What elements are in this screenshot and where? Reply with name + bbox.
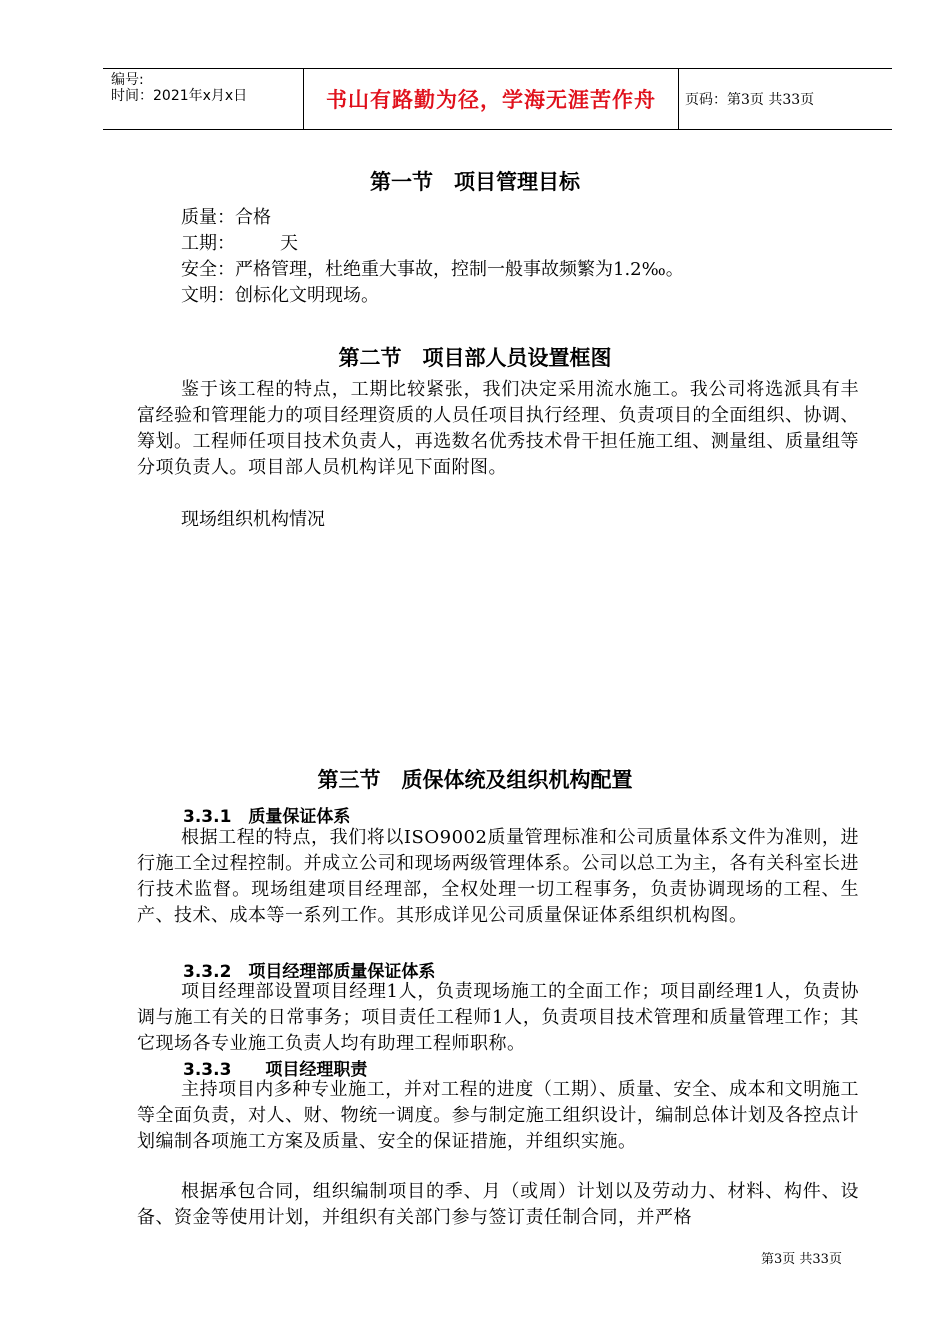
section1-title: 第一节 项目管理目标 [370,170,580,194]
header-meta-cell [103,69,303,129]
paragraph-3-3-2: 项目经理部设置项目经理1人，负责现场施工的全面工作；项目副经理1人，负责协调与施工有关的日常事务；项目责任工程师1人，负责项目技术管理和质量管理工作；其它现场各专业施工负责人均有助理工程师职称。 [137,981,859,1054]
page-footer: 第3页 共33页 [761,1252,842,1267]
paragraph-3-3-1: 根据工程的特点，我们将以ISO9002质量管理标准和公司质量体系文件为准则，进行施工全过程控制。并成立公司和现场两级管理体系。公司以总工为主，各有关科室长进行技术监督。现场组建项目经理部，全权处理一切工程事务，负责协调现场的工程、生产、技术、成本等一系列工作。其形成详见公司质量保证体系组织机构图。 [137,827,859,926]
number-label: 编号: [111,72,144,88]
page-code: 页码：第3页 共33页 [685,92,815,108]
target-quality: 质量：合格 [181,207,271,228]
section3-title: 第三节 质保体统及组织机构配置 [317,768,633,792]
paragraph-3-3-3-cont: 根据承包合同，组织编制项目的季、月（或周）计划以及劳动力、材料、构件、设备、资金等使用计划，并组织有关部门参与签订责任制合同，并严格 [137,1181,859,1228]
paragraph-3-3-3: 主持项目内多种专业施工，并对工程的进度（工期）、质量、安全、成本和文明施工等全面负责，对人、财、物统一调度。参与制定施工组织设计，编制总体计划及各控点计划编制各项施工方案及质量、安全的保证措施，并组织实施。 [137,1079,859,1152]
time-label: 时间：2021年x月x日 [111,88,248,104]
subsection-3-3-1: 3.3.1 质量保证体系 [183,807,351,827]
subsection-3-3-3: 3.3.3 项目经理职责 [183,1060,368,1080]
section2-paragraph: 鉴于该工程的特点，工期比较紧张，我们决定采用流水施工。我公司将选派具有丰富经验和管理能力的项目经理资质的人员任项目执行经理、负责项目的全面组织、协调、筹划。工程师任项目技术负责人，再选数名优秀技术骨干担任施工组、测量组、质量组等分项负责人。项目部人员机构详见下面附图。 [137,379,859,478]
target-safety: 安全：严格管理，杜绝重大事故，控制一般事故频繁为1.2‰。 [181,259,684,280]
header-motto-cell [303,69,679,129]
target-duration: 工期： 天 [181,233,298,254]
section2-title: 第二节 项目部人员设置框图 [338,346,612,370]
org-caption: 现场组织机构情况 [181,509,325,530]
header-page-cell [679,69,898,129]
target-civilization: 文明：创标化文明现场。 [181,285,379,306]
page-header [103,68,892,130]
subsection-3-3-2: 3.3.2 项目经理部质量保证体系 [183,962,436,982]
motto-text: 书山有路勤为径，学海无涯苦作舟 [326,87,656,112]
